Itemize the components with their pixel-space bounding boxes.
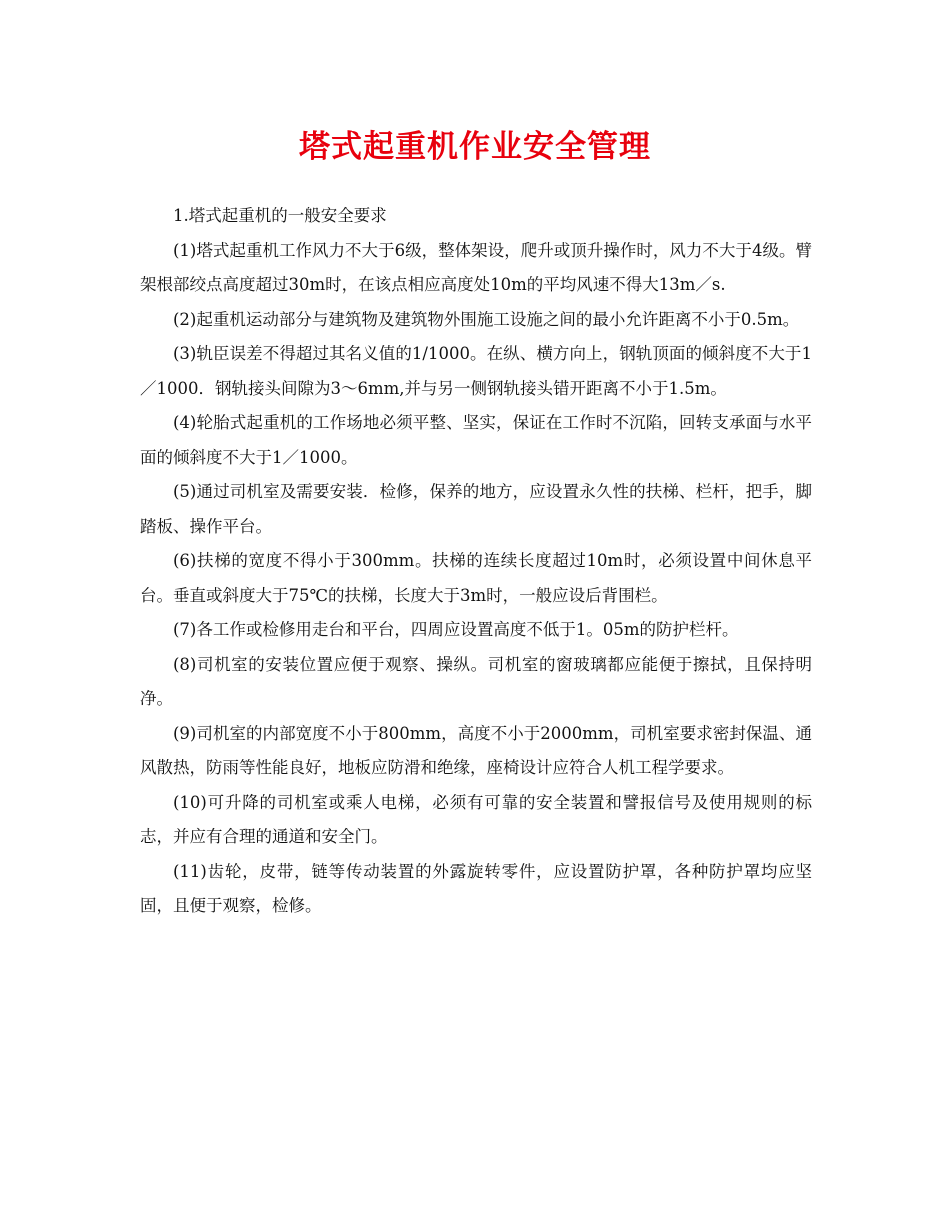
paragraph-1: (1)塔式起重机工作风力不大于6级，整体架设，爬升或顶升操作时，风力不大于4级。臂架根部绞点高度超过30m时，在该点相应高度处10m的平均风速不得大13m／s. <box>140 240 812 294</box>
paragraph-4: (4)轮胎式起重机的工作场地必须平整、坚实，保证在工作时不沉陷，回转支承面与水平面的倾斜度不大于1／1000。 <box>140 413 812 467</box>
document-title: 塔式起重机作业安全管理 <box>299 129 651 165</box>
paragraph-6: (6)扶梯的宽度不得小于300mm。扶梯的连续长度超过10m时，必须设置中间休息平台。垂直或斜度大于75℃的扶梯，长度大于3m时，一般应设后背围栏。 <box>140 551 812 605</box>
paragraph-7: (7)各工作或检修用走台和平台，四周应设置高度不低于1。05m的防护栏杆。 <box>173 620 739 639</box>
paragraph-2: (2)起重机运动部分与建筑物及建筑物外围施工设施之间的最小允许距离不小于0.5m。 <box>173 309 800 329</box>
paragraph-8: (8)司机室的安装位置应便于观察、操纵。司机室的窗玻璃都应能便于擦拭，且保持明净。 <box>140 654 812 708</box>
paragraph-3: (3)轨臣误差不得超过其名义值的1/1000。在纵、横方向上，钢轨顶面的倾斜度不大于1／1000．钢轨接头间隙为3～6mm,并与另一侧钢轨接头错开距离不小于1.5m。 <box>140 344 812 398</box>
paragraph-9: (9)司机室的内部宽度不小于800mm，高度不小于2000mm，司机室要求密封保温、通风散热，防雨等性能良好，地板应防滑和绝缘，座椅设计应符合人机工程学要求。 <box>140 723 812 777</box>
paragraph-5: (5)通过司机室及需要安装．检修，保养的地方，应设置永久性的扶梯、栏杆，把手，脚踏板、操作平台。 <box>140 482 812 536</box>
paragraph-10: (10)可升降的司机室或乘人电梯，必须有可靠的安全装置和譬报信号及使用规则的标志，并应有合理的通道和安全门。 <box>140 792 812 846</box>
document-body <box>140 199 812 924</box>
section-heading: 1.塔式起重机的一般安全要求 <box>173 206 387 225</box>
paragraph-11: (11)齿轮，皮带，链等传动装置的外露旋转零件，应设置防护罩，各种防护罩均应坚固，且便于观察，检修。 <box>140 861 812 915</box>
